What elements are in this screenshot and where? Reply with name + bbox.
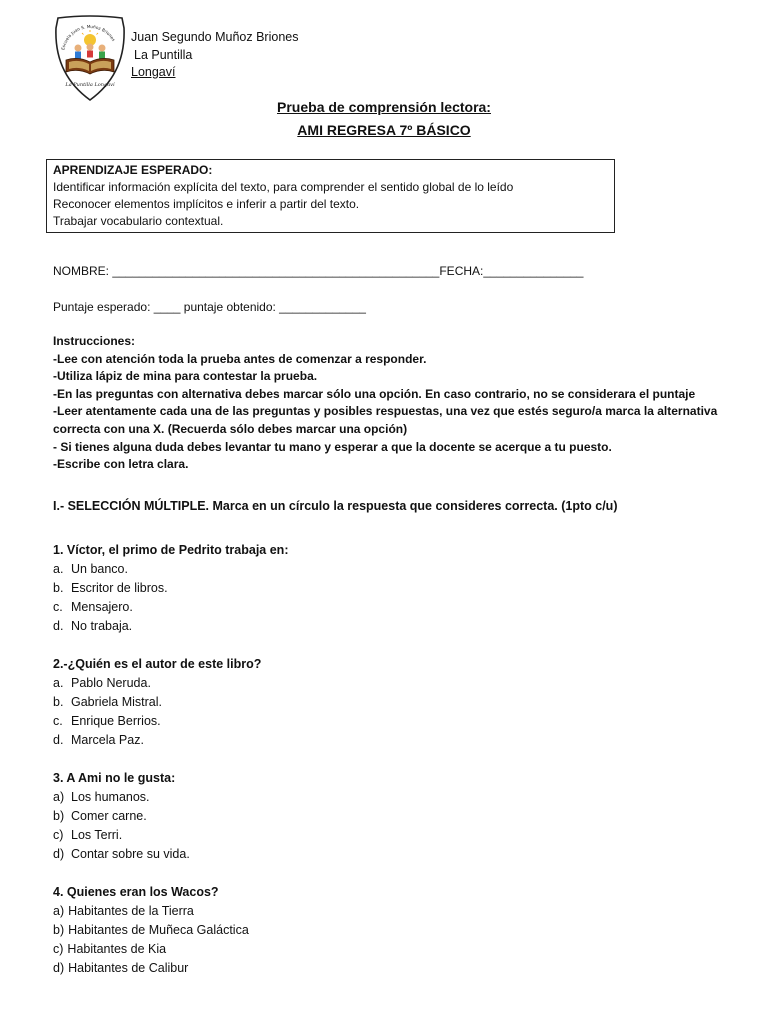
school-crest-logo xyxy=(52,14,128,102)
section-title: I.- SELECCIÓN MÚLTIPLE. Marca en un círculo la respuesta que consideres correcta. (1pto c/u) xyxy=(53,499,618,513)
answer-option[interactable]: c. Mensajero. xyxy=(53,600,133,614)
instruction-line: -Lee con atención toda la prueba antes de comenzar a responder. xyxy=(53,351,427,366)
question-2 xyxy=(53,655,653,750)
learning-item: Identificar información explícita del texto, para comprender el sentido global de lo leído xyxy=(53,180,514,194)
answer-option[interactable]: b) Habitantes de Muñeca Galáctica xyxy=(53,923,249,937)
exam-subtitle: AMI REGRESA 7º BÁSICO xyxy=(297,122,471,138)
school-city: Longaví xyxy=(131,65,176,79)
learning-item: Trabajar vocabulario contextual. xyxy=(53,214,224,228)
learning-heading: APRENDIZAJE ESPERADO: xyxy=(53,163,213,177)
svg-text:Escuela Juan S. Muñoz Briones: Escuela Juan S. Muñoz Briones xyxy=(60,23,117,51)
answer-option[interactable]: d) Contar sobre su vida. xyxy=(53,847,190,861)
instruction-line: - Si tienes alguna duda debes levantar tu mano y esperar a que la docente se acerque a tu puesto. xyxy=(53,439,612,454)
instructions-heading: Instrucciones: xyxy=(53,334,136,348)
instructions xyxy=(53,333,753,474)
answer-option[interactable]: d. No trabaja. xyxy=(53,619,133,633)
instruction-line: -Escribe con letra clara. xyxy=(53,457,189,472)
answer-option[interactable]: b. Gabriela Mistral. xyxy=(53,695,162,709)
name-date-field[interactable]: NOMBRE: _________________________________________________FECHA:_______________ xyxy=(53,264,584,278)
score-field[interactable]: Puntaje esperado: ____ puntaje obtenido: _____________ xyxy=(53,300,366,314)
question-text: 2.-¿Quién es el autor de este libro? xyxy=(53,657,262,671)
answer-option[interactable]: c) Habitantes de Kia xyxy=(53,942,167,956)
school-place: La Puntilla xyxy=(134,47,193,62)
learning-objectives-box xyxy=(46,159,615,233)
exam-title: Prueba de comprensión lectora: xyxy=(277,99,491,115)
question-3 xyxy=(53,769,653,864)
question-text: 3. A Ami no le gusta: xyxy=(53,771,176,785)
question-1 xyxy=(53,541,653,636)
answer-option[interactable]: d. Marcela Paz. xyxy=(53,733,144,747)
answer-option[interactable]: c) Los Terri. xyxy=(53,828,123,842)
question-text: 1. Víctor, el primo de Pedrito trabaja en: xyxy=(53,543,289,557)
question-text: 4. Quienes eran los Wacos? xyxy=(53,885,219,899)
school-info xyxy=(131,29,298,82)
school-name: Juan Segundo Muñoz Briones xyxy=(131,30,299,44)
learning-item: Reconocer elementos implícitos e inferir a partir del texto. xyxy=(53,197,360,211)
answer-option[interactable]: b. Escritor de libros. xyxy=(53,581,168,595)
instruction-line: -Leer atentamente cada una de las preguntas y posibles respuestas, una vez que estés seguro/a marca la alternativa xyxy=(53,404,718,419)
answer-option[interactable]: a. Un banco. xyxy=(53,562,128,576)
answer-option[interactable]: b) Comer carne. xyxy=(53,809,147,823)
answer-option[interactable]: a. Pablo Neruda. xyxy=(53,676,151,690)
question-4 xyxy=(53,883,653,978)
instruction-line: -Utiliza lápiz de mina para contestar la prueba. xyxy=(53,369,318,384)
answer-option[interactable]: c. Enrique Berrios. xyxy=(53,714,161,728)
instruction-line: -En las preguntas con alternativa debes marcar sólo una opción. En caso contrario, no se considerara el puntaje xyxy=(53,386,696,401)
answer-option[interactable]: a) Habitantes de la Tierra xyxy=(53,904,194,918)
svg-text:La Puntilla Longaví: La Puntilla Longaví xyxy=(65,82,115,88)
answer-option[interactable]: d) Habitantes de Calibur xyxy=(53,961,189,975)
answer-option[interactable]: a) Los humanos. xyxy=(53,790,150,804)
instruction-line: correcta con una X. (Recuerda sólo debes marcar una opción) xyxy=(53,421,408,436)
